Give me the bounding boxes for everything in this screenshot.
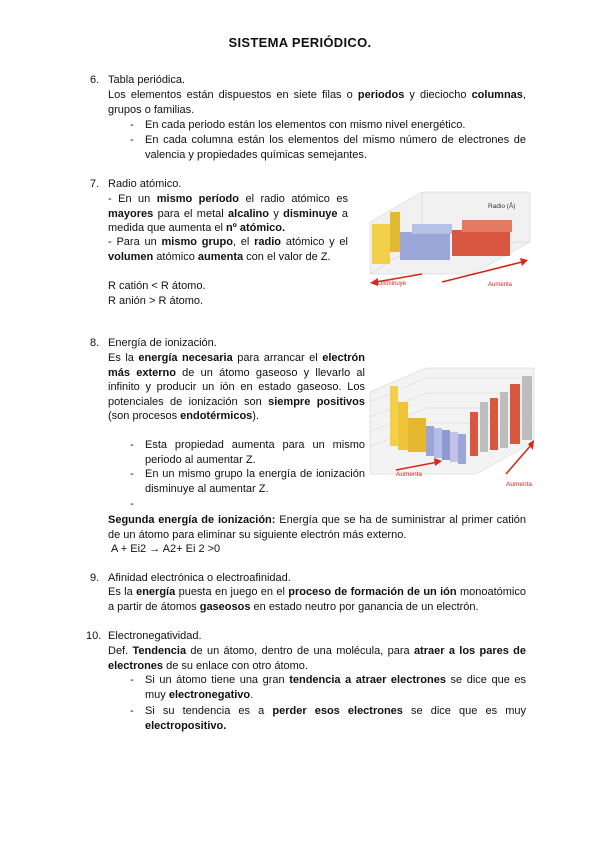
second-ionization-paragraph [108, 513, 526, 542]
section-8-number: 8. [90, 337, 100, 349]
text-run: se dice que es muy [402, 705, 526, 717]
section-6-bullet-1: En cada periodo están los elementos con mismo nivel energético. [145, 119, 466, 131]
bold-run: volumen [108, 250, 154, 263]
text-run: Es la [108, 586, 137, 598]
section-7-number: 7. [90, 178, 100, 190]
arrow-right-icon [520, 258, 528, 266]
arrow-left-label: Disminuye [378, 281, 407, 287]
section-6-number: 6. [90, 74, 100, 86]
text-run: para arrancar el [232, 352, 323, 364]
page-title: SISTEMA PERIÓDICO. [228, 35, 372, 50]
text-run: y [269, 207, 284, 220]
bold-run: energía necesaria [138, 352, 233, 364]
bullet-dash: - [130, 468, 134, 480]
text-run: puesta en juego en el [175, 586, 289, 598]
bold-run: aumenta [197, 250, 244, 263]
bold-run: energía [136, 586, 176, 598]
bold-run: electropositivo. [145, 719, 227, 732]
text-run: . [250, 688, 254, 701]
bold-run: electronegativo [168, 688, 251, 701]
bullet-dash: - [130, 134, 134, 146]
text-run: de su enlace con otro átomo. [163, 659, 308, 672]
text-run: con el valor de Z. [243, 250, 331, 263]
section-6-paragraph [108, 88, 526, 117]
section-7-paragraph-1 [108, 192, 348, 236]
text-run: Si un átomo tiene una gran [145, 674, 290, 686]
bold-run: endotérmicos [180, 410, 253, 423]
radius-anion-line: R anión > R átomo. [108, 295, 204, 307]
bold-run: radio [254, 236, 282, 248]
second-ionization-label: Segunda energía de ionización: [108, 514, 276, 526]
text-run: atómico y el [281, 236, 348, 248]
text-run: atómico [153, 250, 198, 263]
section-8-heading: Energía de ionización. [108, 337, 217, 349]
bold-run: mayores [108, 207, 154, 220]
text-run: y dieciocho [404, 89, 472, 101]
bold-run: columnas [471, 89, 523, 101]
text-run: Los elementos están dispuestos en siete filas o [108, 89, 358, 101]
bold-run: electrón más externo [108, 352, 365, 379]
text-run: , el [232, 236, 255, 248]
bold-run: disminuye [283, 207, 338, 220]
arrow-right-label: Aumenta [506, 481, 533, 488]
section-8-bullet-2: En un mismo grupo la energía de ionización disminuye al aumentar Z. [145, 468, 365, 495]
bold-run: proceso de formación de un ión [288, 586, 457, 598]
bullet-dash: - [130, 498, 134, 510]
text-run: Es la [108, 352, 139, 364]
text-run: Def. [108, 645, 133, 657]
atomic-radius-figure [362, 182, 532, 294]
section-8-bullet-1: Esta propiedad aumenta para un mismo periodo al aumentar Z. [145, 439, 365, 466]
bullet-dash: - [130, 705, 134, 717]
bullet-dash: - [130, 119, 134, 131]
axis-label: Radio (Å) [488, 203, 516, 210]
ionization-energy-figure [366, 362, 536, 490]
text-run: , grupos o familias. [108, 89, 526, 116]
text-run: (son procesos [108, 410, 181, 423]
bold-run: tendencia a atraer electrones [289, 674, 446, 686]
section-10-heading: Electronegatividad. [108, 630, 202, 642]
text-run: ). [252, 410, 260, 423]
bullet-dash: - [130, 674, 134, 686]
bold-run: Tendencia [132, 645, 187, 657]
radius-cation-line: R catión < R átomo. [108, 280, 206, 292]
arrow-left-label: Aumenta [396, 471, 423, 478]
bold-run: siempre positivos [268, 395, 365, 408]
bold-run: perder esos electrones [272, 705, 403, 717]
bold-run: mismo período [156, 193, 239, 205]
text-run: a medida que aumenta el [108, 207, 348, 235]
text-run: para el metal [153, 207, 229, 220]
text-run: monoatómico a partir de átomos [108, 586, 526, 613]
text-run: el radio atómico es [238, 193, 348, 205]
section-8-paragraph [108, 351, 365, 424]
section-6-bullet-2: En cada columna están los elementos del mismo número de electrones de valencia y propiedades químicas semejantes. [145, 134, 526, 161]
section-10-number: 10. [86, 630, 102, 642]
bold-run: nº atómico. [226, 222, 286, 235]
section-10-paragraph [108, 644, 526, 673]
section-10-bullet-1 [145, 673, 526, 702]
text-run: de un átomo gaseoso y llevarlo al infinito y producir un ión en estado gaseoso. Los potenciales de ionización son [108, 366, 365, 408]
text-run: - En un [108, 193, 157, 205]
section-6-heading: Tabla periódica. [108, 74, 186, 86]
text-run: se dice que es muy [145, 674, 526, 701]
text-run: de un átomo, dentro de una molécula, para [186, 645, 414, 657]
text-run: - Para un [108, 236, 162, 248]
bold-run: periodos [357, 89, 405, 101]
section-7-heading: Radio atómico. [108, 178, 182, 190]
section-9-paragraph [108, 585, 526, 614]
arrow-right-label: Aumenta [488, 282, 513, 288]
second-ionization-text: Energía que se ha de suministrar al primer catión de un átomo para eliminar su siguiente electrón más externo. [108, 514, 526, 541]
bold-run: atraer a los pares de electrones [108, 645, 526, 672]
bold-run: mismo grupo [161, 236, 233, 248]
text-run: Si su tendencia es a [145, 705, 273, 717]
bold-run: gaseosos [199, 600, 251, 613]
section-9-heading: Afinidad electrónica o electroafinidad. [108, 572, 291, 584]
bold-run: alcalino [228, 207, 269, 220]
arrow-left-icon [370, 278, 378, 286]
text-run: en estado neutro por ganancia de un electrón. [250, 600, 479, 613]
section-9-number: 9. [90, 572, 100, 584]
section-10-bullet-2 [145, 704, 526, 733]
bullet-dash: - [130, 439, 134, 451]
section-7-paragraph-2 [108, 235, 348, 264]
ionization-equation: A + Ei2 → A2+ Ei 2 >0 [111, 543, 221, 555]
